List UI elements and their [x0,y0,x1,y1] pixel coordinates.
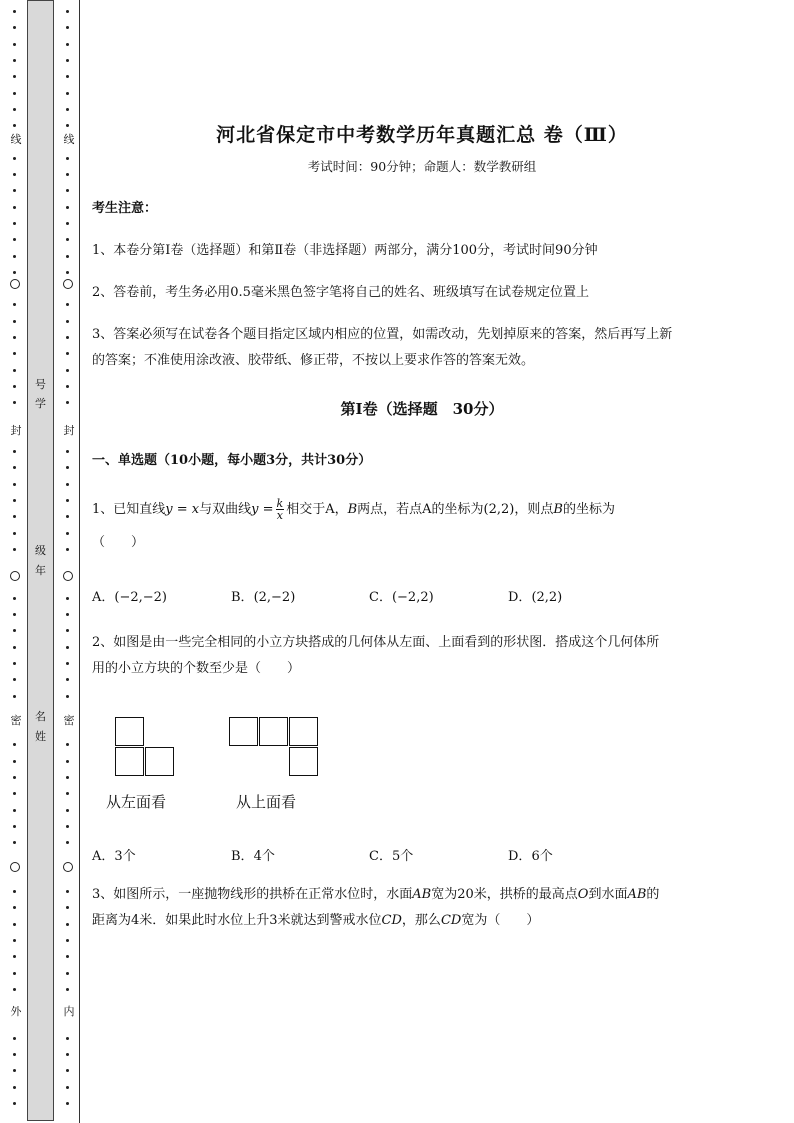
info-label-hao: 号 [35,378,46,391]
question-type-heading: 一、单选题（10小题，每小题3分，共计30分） [92,453,372,468]
margin-dot [13,809,16,812]
option-value: (2,−2) [253,590,296,605]
margin-dot [66,401,69,404]
q1-option-b[interactable] [231,586,295,605]
info-label-nian: 年 [35,564,46,577]
margin-dot [13,1069,16,1072]
margin-dot [13,841,16,844]
margin-dot [66,1053,69,1056]
margin-dot [13,369,16,372]
margin-dot [13,972,16,975]
margin-dot [13,173,16,176]
margin-mark-mi: 密 [10,714,22,727]
margin-dot [66,695,69,698]
question-1-blank: （ ） [92,535,145,550]
margin-dot [66,1069,69,1072]
info-label-ming: 名 [35,710,46,723]
margin-dot [13,43,16,46]
margin-dot [66,743,69,746]
margin-dot [13,206,16,209]
q1-coordinate-a: (2,2) [483,502,515,517]
margin-dot [66,613,69,616]
option-key: B． [231,849,254,864]
margin-dot [13,401,16,404]
margin-dot [66,678,69,681]
margin-dot [66,303,69,306]
margin-dot [66,255,69,258]
margin-dot [66,923,69,926]
margin-dot [13,75,16,78]
margin-mark-mi: 密 [63,714,75,727]
margin-dot [66,466,69,469]
margin-dot [66,336,69,339]
margin-dot [13,1037,16,1040]
q3-segment-cd: CD [440,913,462,928]
section-title: 第Ⅰ卷（选择题 30分） [340,400,504,418]
option-value: 6个 [531,849,553,864]
q3-point-o: O [577,887,589,902]
option-value: (2,2) [531,590,563,605]
margin-dot [13,613,16,616]
margin-dot [13,222,16,225]
margin-dot [13,662,16,665]
margin-dot [66,10,69,13]
margin-dot [13,1086,16,1089]
top-view-caption: 从上面看 [236,793,297,811]
q2-option-c[interactable] [369,845,413,864]
notice-item-3-line-2: 的答案；不准使用涂改液、胶带纸、修正带，不按以上要求作答的答案无效。 [92,353,535,368]
question-2-line-1: 2、如图是由一些完全相同的小立方块搭成的几何体从左面、上面看到的形状图．搭成这个几何体所 [92,635,660,650]
q3-segment-ab: AB [412,887,432,902]
q3-text: 到水面 [588,887,628,902]
notice-item-1: 1、本卷分第Ⅰ卷（选择题）和第Ⅱ卷（非选择题）两部分，满分100分，考试时间90分钟 [92,243,598,258]
margin-dot [66,841,69,844]
margin-dot [66,890,69,893]
margin-dot [66,499,69,502]
margin-dot [66,173,69,176]
question-3-line-1 [92,882,752,908]
q1-fraction [276,498,285,521]
margin-mark-wai: 外 [10,1005,22,1018]
margin-mark-xian: 线 [10,133,22,146]
margin-dot [66,906,69,909]
margin-dot [66,450,69,453]
margin-dot [66,760,69,763]
q1-option-d[interactable] [508,586,562,605]
option-key: D． [508,849,532,864]
margin-circle [10,571,20,581]
margin-dot [66,515,69,518]
margin-dot [13,548,16,551]
option-key: C． [369,849,392,864]
left-view-cell [115,717,144,746]
margin-dot [66,385,69,388]
margin-dot [13,678,16,681]
margin-dot [13,923,16,926]
q1-text: ，则点 [514,502,554,517]
info-label-ji: 级 [35,544,46,557]
margin-dot [13,776,16,779]
margin-circle [63,862,73,872]
margin-dot [13,352,16,355]
margin-dot [13,157,16,160]
margin-dot [66,972,69,975]
top-view-cell [289,747,318,776]
margin-dot [66,108,69,111]
margin-dot [66,222,69,225]
option-value: 3个 [114,849,136,864]
q1-line-equation: y = x [165,502,200,517]
student-info-strip [27,0,54,1121]
margin-dot [66,320,69,323]
margin-dot [13,336,16,339]
margin-dot [66,1086,69,1089]
margin-dot [13,939,16,942]
margin-dot [13,108,16,111]
q1-option-a[interactable] [92,586,167,605]
margin-dot [13,10,16,13]
q1-text: 两点，若点A的坐标为 [357,502,484,517]
margin-circle [63,571,73,581]
margin-dot [66,189,69,192]
margin-dot [13,483,16,486]
margin-dot [13,695,16,698]
margin-circle [10,862,20,872]
q1-point-b: B [347,502,358,517]
margin-dot [13,792,16,795]
q1-text: 1、已知直线 [92,502,166,517]
margin-dot [13,629,16,632]
option-key: A． [92,849,115,864]
margin-dot [66,75,69,78]
margin-dot [66,532,69,535]
margin-dot [66,646,69,649]
margin-dot [66,59,69,62]
margin-dot [13,760,16,763]
margin-dot [13,303,16,306]
margin-dot [66,548,69,551]
margin-dot [13,255,16,258]
notice-item-2: 2、答卷前，考生务必用0.5毫米黑色签字笔将自己的姓名、班级填写在试卷规定位置上 [92,285,589,300]
margin-dot [13,189,16,192]
q2-option-b[interactable] [231,845,275,864]
margin-dot [66,629,69,632]
q3-text: 距离为4米．如果此时水位上升3米就达到警戒水位 [92,913,382,928]
margin-circle [63,279,73,289]
margin-dot [13,906,16,909]
margin-dot [13,515,16,518]
margin-dot [66,352,69,355]
margin-rule [79,0,80,1123]
q1-hyperbola-lhs: y = [251,502,274,517]
top-view-cell [229,717,258,746]
option-key: C． [369,590,392,605]
margin-dot [13,238,16,241]
margin-dot [66,206,69,209]
margin-dot [66,271,69,274]
question-2-line-2: 用的小立方块的个数至少是（ ） [92,661,301,676]
margin-dot [13,955,16,958]
q3-text: 3、如图所示，一座抛物线形的拱桥在正常水位时，水面 [92,887,413,902]
question-3-line-2 [92,908,752,934]
q3-text: 的 [646,887,660,902]
option-value: (−2,−2) [114,590,167,605]
margin-mark-feng: 封 [10,424,22,437]
margin-dot [13,743,16,746]
margin-dot [66,26,69,29]
margin-dot [13,450,16,453]
margin-circle [10,279,20,289]
option-value: (−2,2) [391,590,434,605]
margin-dot [66,776,69,779]
margin-dot [13,92,16,95]
margin-mark-xian: 线 [63,133,75,146]
fraction-numerator: k [276,497,284,510]
margin-dot [13,1102,16,1105]
margin-dot [66,1102,69,1105]
info-label-xing: 姓 [35,730,46,743]
q3-segment-cd: CD [381,913,402,928]
q3-segment-ab: AB [627,887,647,902]
notice-item-3-line-1: 3、答案必须写在试卷各个题目指定区域内相应的位置，如需改动，先划掉原来的答案，然后再写上新 [92,327,673,342]
margin-dot [13,124,16,127]
margin-dot [13,597,16,600]
q1-text: 相交于A， [286,502,348,517]
margin-dot [13,26,16,29]
margin-dot [66,809,69,812]
option-key: B． [231,590,254,605]
margin-dot [66,825,69,828]
margin-dot [13,1053,16,1056]
margin-dot [13,499,16,502]
q1-text: 与双曲线 [199,502,252,517]
margin-dot [66,157,69,160]
q3-text: ，那么 [401,913,441,928]
left-view-caption: 从左面看 [106,793,167,811]
margin-dot [66,238,69,241]
margin-dot [66,483,69,486]
margin-dot [66,92,69,95]
margin-dot [13,59,16,62]
exam-title: 河北省保定市中考数学历年真题汇总 卷（Ⅲ） [216,124,628,146]
notice-heading: 考生注意： [92,201,158,216]
margin-dot [66,43,69,46]
q1-text: 的坐标为 [562,502,615,517]
margin-dot [13,646,16,649]
margin-dot [66,597,69,600]
option-value: 4个 [253,849,275,864]
q3-text: 宽为20米，拱桥的最高点 [431,887,578,902]
q2-option-a[interactable] [92,845,136,864]
margin-dot [13,825,16,828]
q3-text: 宽为（ ） [461,913,540,928]
option-key: D． [508,590,532,605]
outer-dotted-line [9,0,21,1123]
margin-dot [13,532,16,535]
margin-dot [13,320,16,323]
margin-dot [13,890,16,893]
margin-dot [66,792,69,795]
option-value: 5个 [391,849,414,864]
fraction-denominator: x [276,509,283,522]
margin-dot [66,369,69,372]
info-label-xue: 学 [35,397,46,410]
margin-mark-nei: 内 [63,1005,75,1018]
exam-subtitle: 考试时间：90分钟；命题人：数学教研组 [307,159,537,174]
margin-dot [66,1037,69,1040]
margin-dot [66,955,69,958]
margin-dot [66,988,69,991]
q1-point-b: B [553,502,563,517]
margin-dot [66,662,69,665]
question-1-stem [92,497,752,523]
inner-dotted-line [62,0,74,1123]
left-view-cell [115,747,144,776]
option-key: A． [92,590,115,605]
margin-dot [13,988,16,991]
margin-dot [13,271,16,274]
margin-dot [66,124,69,127]
margin-dot [13,466,16,469]
margin-dot [66,939,69,942]
top-view-cell [289,717,318,746]
q1-option-c[interactable] [369,586,434,605]
left-view-cell [145,747,174,776]
margin-dot [13,385,16,388]
margin-mark-feng: 封 [63,424,75,437]
top-view-cell [259,717,288,746]
q2-option-d[interactable] [508,845,553,864]
